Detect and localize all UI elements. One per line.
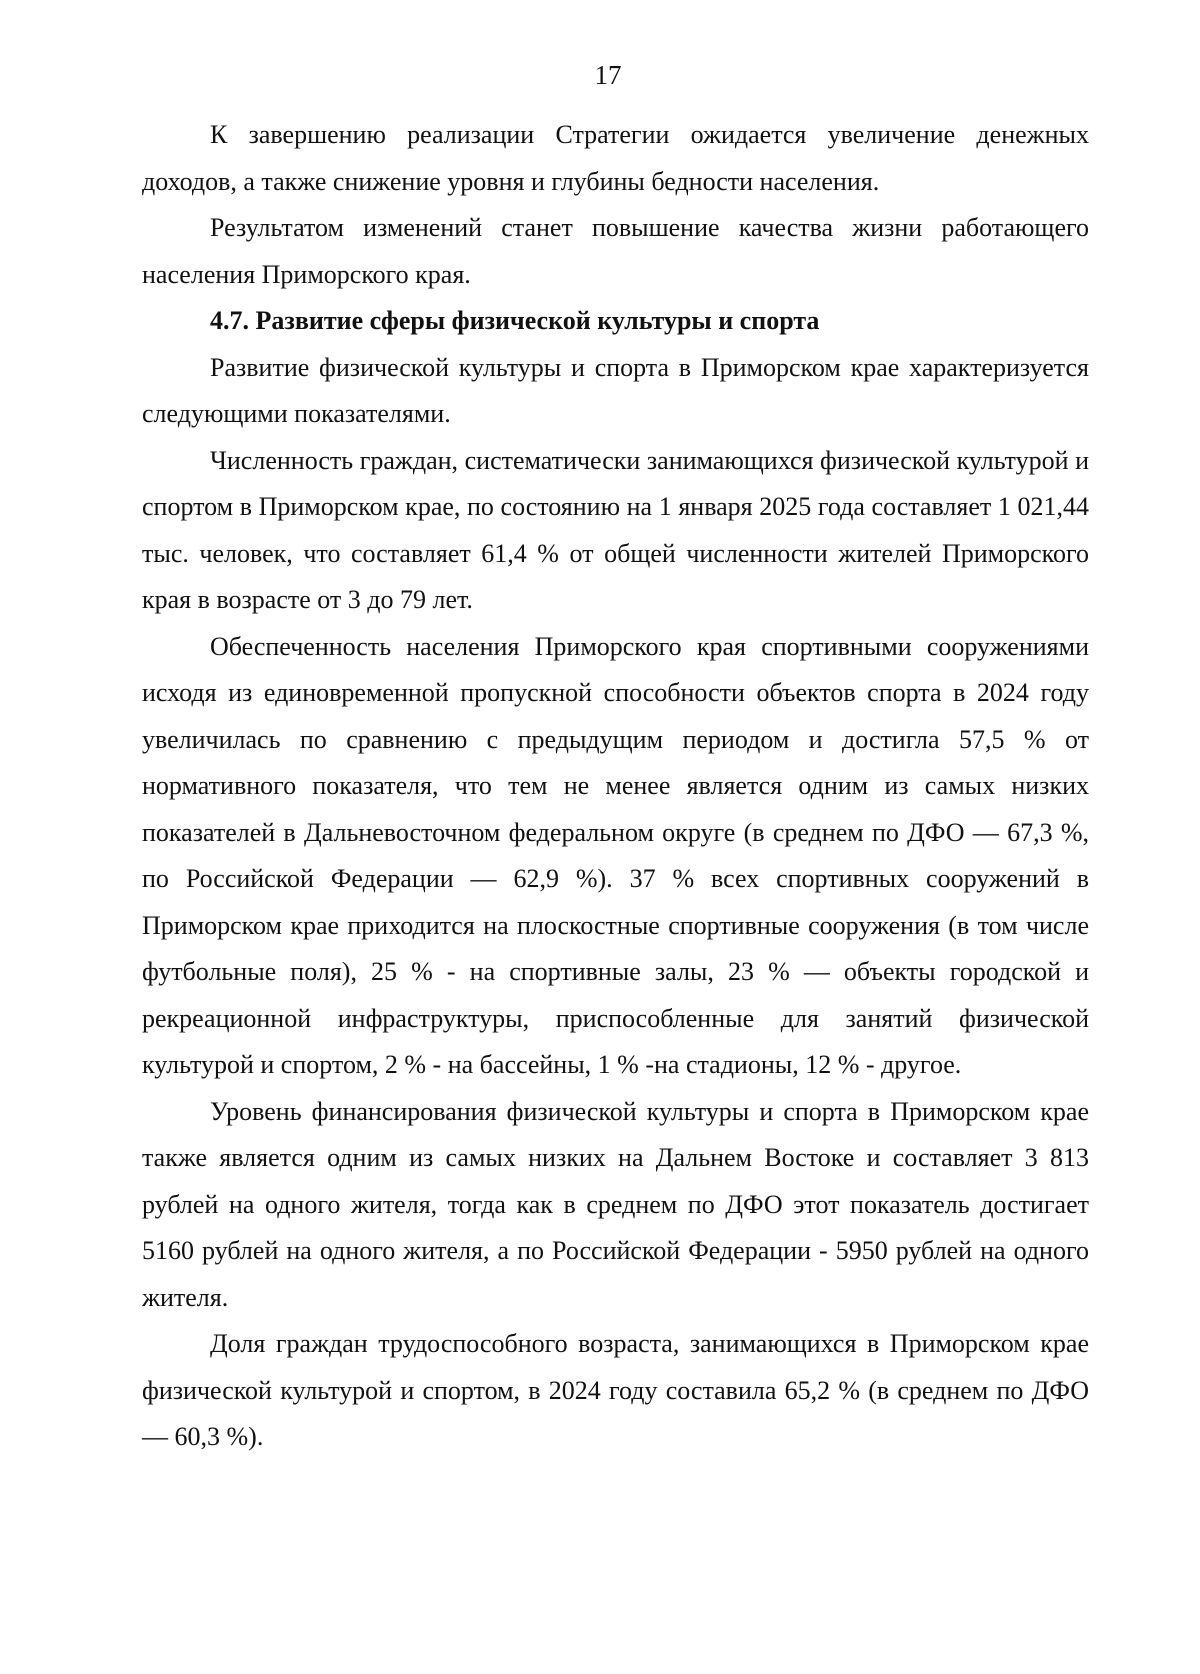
paragraph-quality-of-life: Результатом изменений станет повышение качества жизни работающего населения Приморского края.: [142, 213, 1089, 289]
paragraph-sport-intro: Развитие физической культуры и спорта в Приморском крае характеризуется следующими показателями.: [142, 352, 1089, 428]
paragraph-sport-facilities: Обеспеченность населения Приморского края спортивными сооружениями исходя из единовременной пропускной способности объектов спорта в 2024 году увеличилась по сравнению с предыдущим периодом и достигла 57,5 % от нормативного показателя, что тем не менее является одним из самых низких показателей в Дальневосточном федеральном округе (в среднем по ДФО — 67,3 %, по Российской Федерации — 62,9 %). 37 % всех спортивных сооружений в Приморском крае приходится на плоскостные спортивные сооружения (в том числе футбольные поля), 25 % - на спортивные залы, 23 % — объекты городской и рекреационной инфраструктуры, приспособленные для занятий физической культурой и спортом, 2 % - на бассейны, 1 % -на стадионы, 12 % - другое.: [142, 631, 1089, 1079]
section-heading: 4.7. Развитие сферы физической культуры и спорта: [210, 306, 820, 335]
paragraph-sport-participation: Численность граждан, систематически занимающихся физической культурой и спортом в Приморском крае, по состоянию на 1 января 2025 года составляет 1 021,44 тыс. человек, что составляет 61,4 % от общей численности жителей Приморского края в возрасте от 3 до 79 лет.: [142, 445, 1089, 614]
paragraph-sport-funding: Уровень финансирования физической культуры и спорта в Приморском крае также является одним из самых низких на Дальнем Востоке и составляет 3 813 рублей на одного жителя, тогда как в среднем по ДФО этот показатель достигает 5160 рублей на одного жителя, а по Российской Федерации - 5950 рублей на одного жителя.: [142, 1096, 1089, 1312]
paragraph-working-age-share: Доля граждан трудоспособного возраста, занимающихся в Приморском крае физической культурой и спортом, в 2024 году составила 65,2 % (в среднем по ДФО — 60,3 %).: [142, 1329, 1089, 1451]
document-body: [142, 112, 1089, 1461]
page-number: 17: [594, 60, 622, 90]
paragraph-income-expectation: К завершению реализации Стратегии ожидается увеличение денежных доходов, а также снижение уровня и глубины бедности населения.: [142, 120, 1089, 196]
